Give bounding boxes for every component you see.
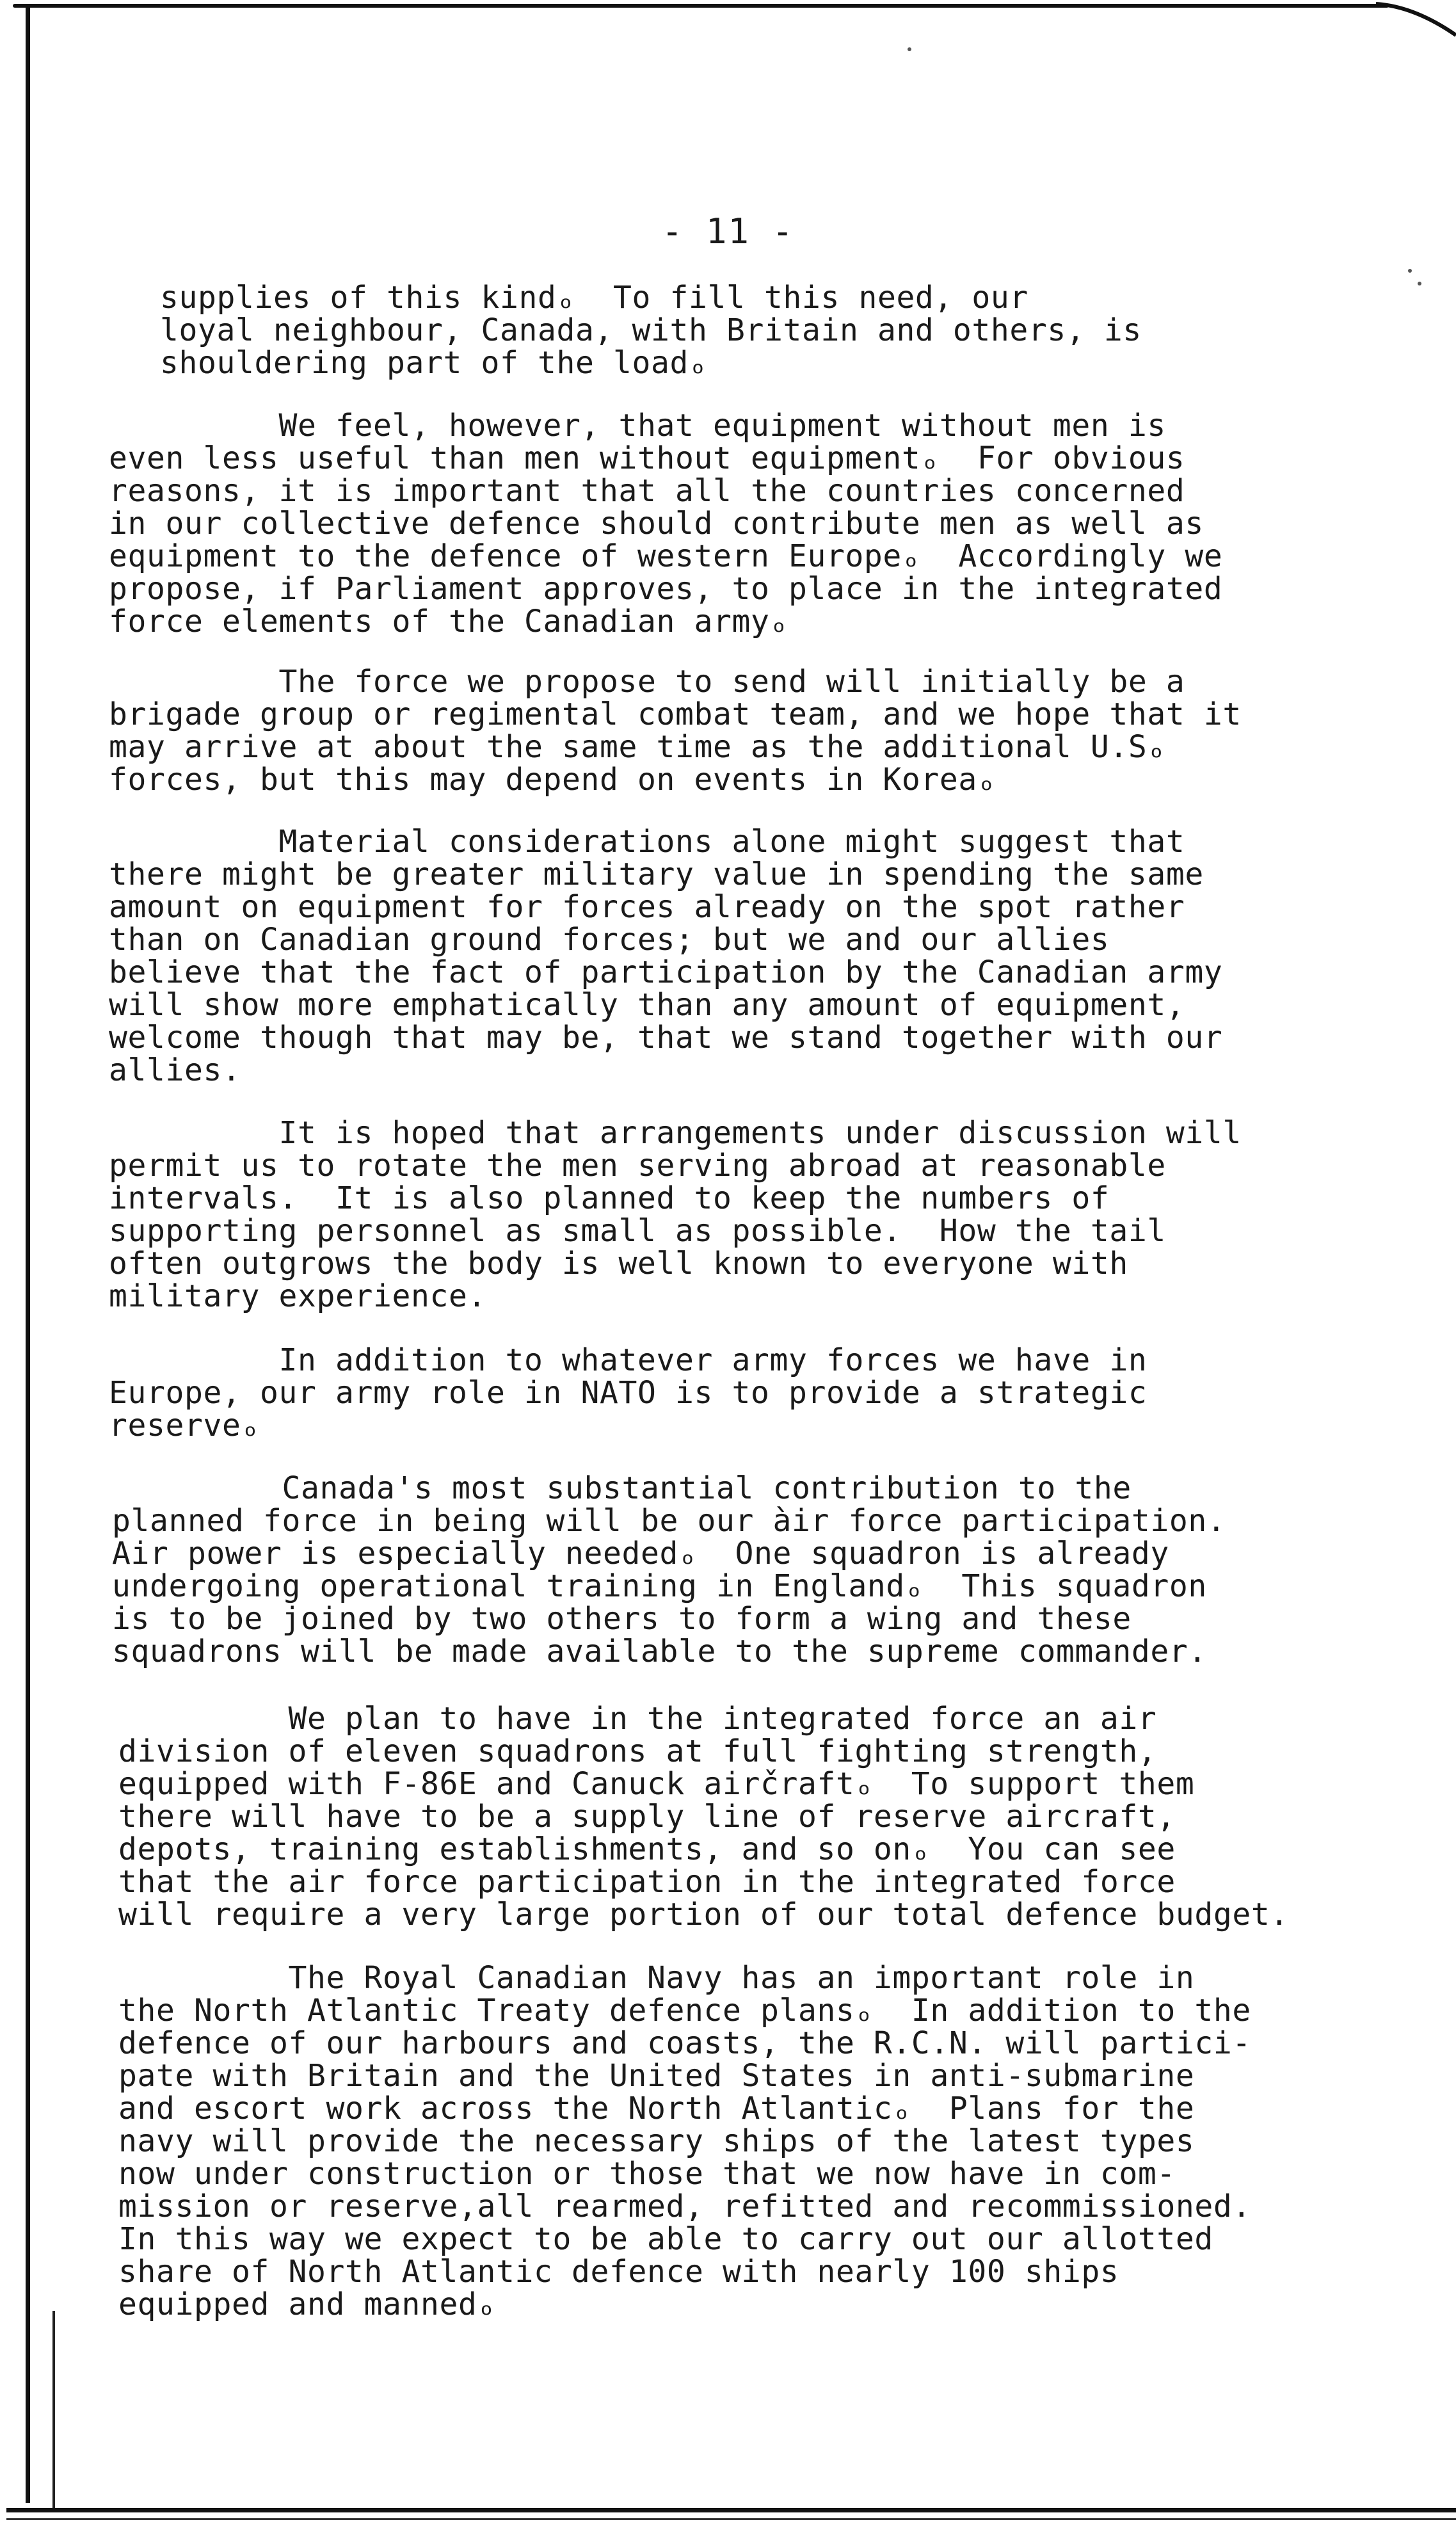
paragraph-4: [109, 826, 1222, 1087]
text-line: there will have to be a supply line of reserve aircraft,: [118, 1799, 1176, 1835]
text-line: pate with Britain and the United States in anti-submarine: [118, 2058, 1195, 2094]
scan-edge-bottom: [6, 2508, 1456, 2512]
text-line: mission or reserve,all rearmed, refitted and recommissioned.: [118, 2189, 1251, 2224]
text-line: brigade group or regimental combat team, and we hope that it: [109, 696, 1242, 732]
paragraph-9: [118, 1962, 1251, 2321]
text-line: undergoing operational training in Englandₒ This squadron: [112, 1568, 1207, 1604]
text-line: now under construction or those that we now have in com-: [118, 2156, 1176, 2192]
text-line: In this way we expect to be able to carry out our allotted: [118, 2221, 1213, 2257]
text-line: will require a very large portion of our total defence budget.: [118, 1897, 1289, 1932]
text-line: The Royal Canadian Navy has an important role in: [118, 1960, 1195, 1996]
scan-speck: [1408, 269, 1412, 273]
text-line: even less useful than men without equipmentₒ For obvious: [109, 440, 1185, 476]
text-line: Canada's most substantial contribution to the: [112, 1470, 1132, 1506]
text-line: in our collective defence should contribute men as well as: [109, 506, 1204, 542]
text-line: reserveₒ: [109, 1408, 260, 1443]
scan-speck: [908, 47, 911, 51]
text-line: Europe, our army role in NATO is to provide a strategic: [109, 1375, 1148, 1411]
text-line: will show more emphatically than any amount of equipment,: [109, 987, 1185, 1023]
text-line: military experience.: [109, 1278, 486, 1314]
text-line: propose, if Parliament approves, to place in the integrated: [109, 571, 1223, 607]
text-line: intervals. It is also planned to keep the numbers of: [109, 1180, 1110, 1216]
scan-edge-bottom-shadow: [6, 2518, 1456, 2520]
text-line: Material considerations alone might suggest that: [109, 824, 1185, 860]
scan-edge-top: [13, 4, 1389, 8]
text-line: equipment to the defence of western Europeₒ Accordingly we: [109, 538, 1223, 574]
text-line: navy will provide the necessary ships of the latest types: [118, 2123, 1195, 2159]
paragraph-2: [109, 410, 1222, 638]
text-line: Air power is especially neededₒ One squadron is already: [112, 1536, 1169, 1571]
paragraph-7: [112, 1472, 1226, 1668]
scan-edge-corner: [1376, 0, 1456, 45]
text-line: there might be greater military value in spending the same: [109, 856, 1204, 892]
text-line: believe that the fact of participation by the Canadian army: [109, 954, 1223, 990]
text-line: planned force in being will be our àir force participation.: [112, 1503, 1226, 1539]
paragraph-1: [160, 282, 1142, 380]
paragraph-8: [118, 1703, 1289, 1931]
text-line: In addition to whatever army forces we have in: [109, 1342, 1148, 1378]
text-line: We feel, however, that equipment without men is: [109, 408, 1166, 444]
text-line: and escort work across the North Atlanticₒ Plans for the: [118, 2091, 1195, 2126]
text-line: than on Canadian ground forces; but we and our allies: [109, 922, 1110, 958]
text-line: shouldering part of the loadₒ: [160, 345, 708, 381]
text-line: welcome though that may be, that we stand together with our: [109, 1020, 1223, 1056]
scan-speck: [1418, 282, 1421, 285]
text-line: that the air force participation in the integrated force: [118, 1864, 1176, 1900]
text-line: We plan to have in the integrated force an air: [118, 1701, 1157, 1737]
text-line: allies.: [109, 1052, 241, 1088]
text-line: squadrons will be made available to the supreme commander.: [112, 1634, 1207, 1669]
text-line: equipped with F-86E and Canuck airčraftₒ To support them: [118, 1766, 1195, 1802]
text-line: may arrive at about the same time as the additional U.Sₒ: [109, 729, 1166, 765]
text-line: depots, training establishments, and so onₒ You can see: [118, 1831, 1176, 1867]
text-line: equipped and mannedₒ: [118, 2286, 496, 2322]
text-line: force elements of the Canadian armyₒ: [109, 604, 788, 639]
text-line: the North Atlantic Treaty defence plansₒ In addition to the: [118, 1993, 1251, 2029]
text-line: It is hoped that arrangements under discussion will: [109, 1115, 1242, 1151]
paragraph-5: [109, 1117, 1242, 1313]
text-line: reasons, it is important that all the countries concerned: [109, 473, 1185, 509]
scan-edge-left: [26, 6, 30, 2503]
text-line: amount on equipment for forces already on the spot rather: [109, 889, 1185, 925]
text-line: permit us to rotate the men serving abroad at reasonable: [109, 1148, 1166, 1184]
paragraph-3: [109, 666, 1242, 796]
text-line: often outgrows the body is well known to everyone with: [109, 1246, 1128, 1282]
paragraph-6: [109, 1344, 1147, 1442]
text-line: The force we propose to send will initially be a: [109, 664, 1185, 700]
text-line: forces, but this may depend on events in Koreaₒ: [109, 762, 996, 798]
text-line: supplies of this kindₒ To fill this need, our: [160, 280, 1028, 316]
text-line: defence of our harbours and coasts, the R.C.N. will partici-: [118, 2025, 1251, 2061]
text-line: is to be joined by two others to form a wing and these: [112, 1601, 1132, 1637]
text-line: division of eleven squadrons at full fighting strength,: [118, 1733, 1157, 1769]
text-line: share of North Atlantic defence with nearly 100 ships: [118, 2254, 1119, 2290]
page-number: - 11 -: [661, 211, 795, 252]
scan-edge-left-inner: [52, 2311, 55, 2509]
text-line: loyal neighbour, Canada, with Britain and others, is: [160, 312, 1142, 348]
text-line: supporting personnel as small as possible. How the tail: [109, 1213, 1166, 1249]
